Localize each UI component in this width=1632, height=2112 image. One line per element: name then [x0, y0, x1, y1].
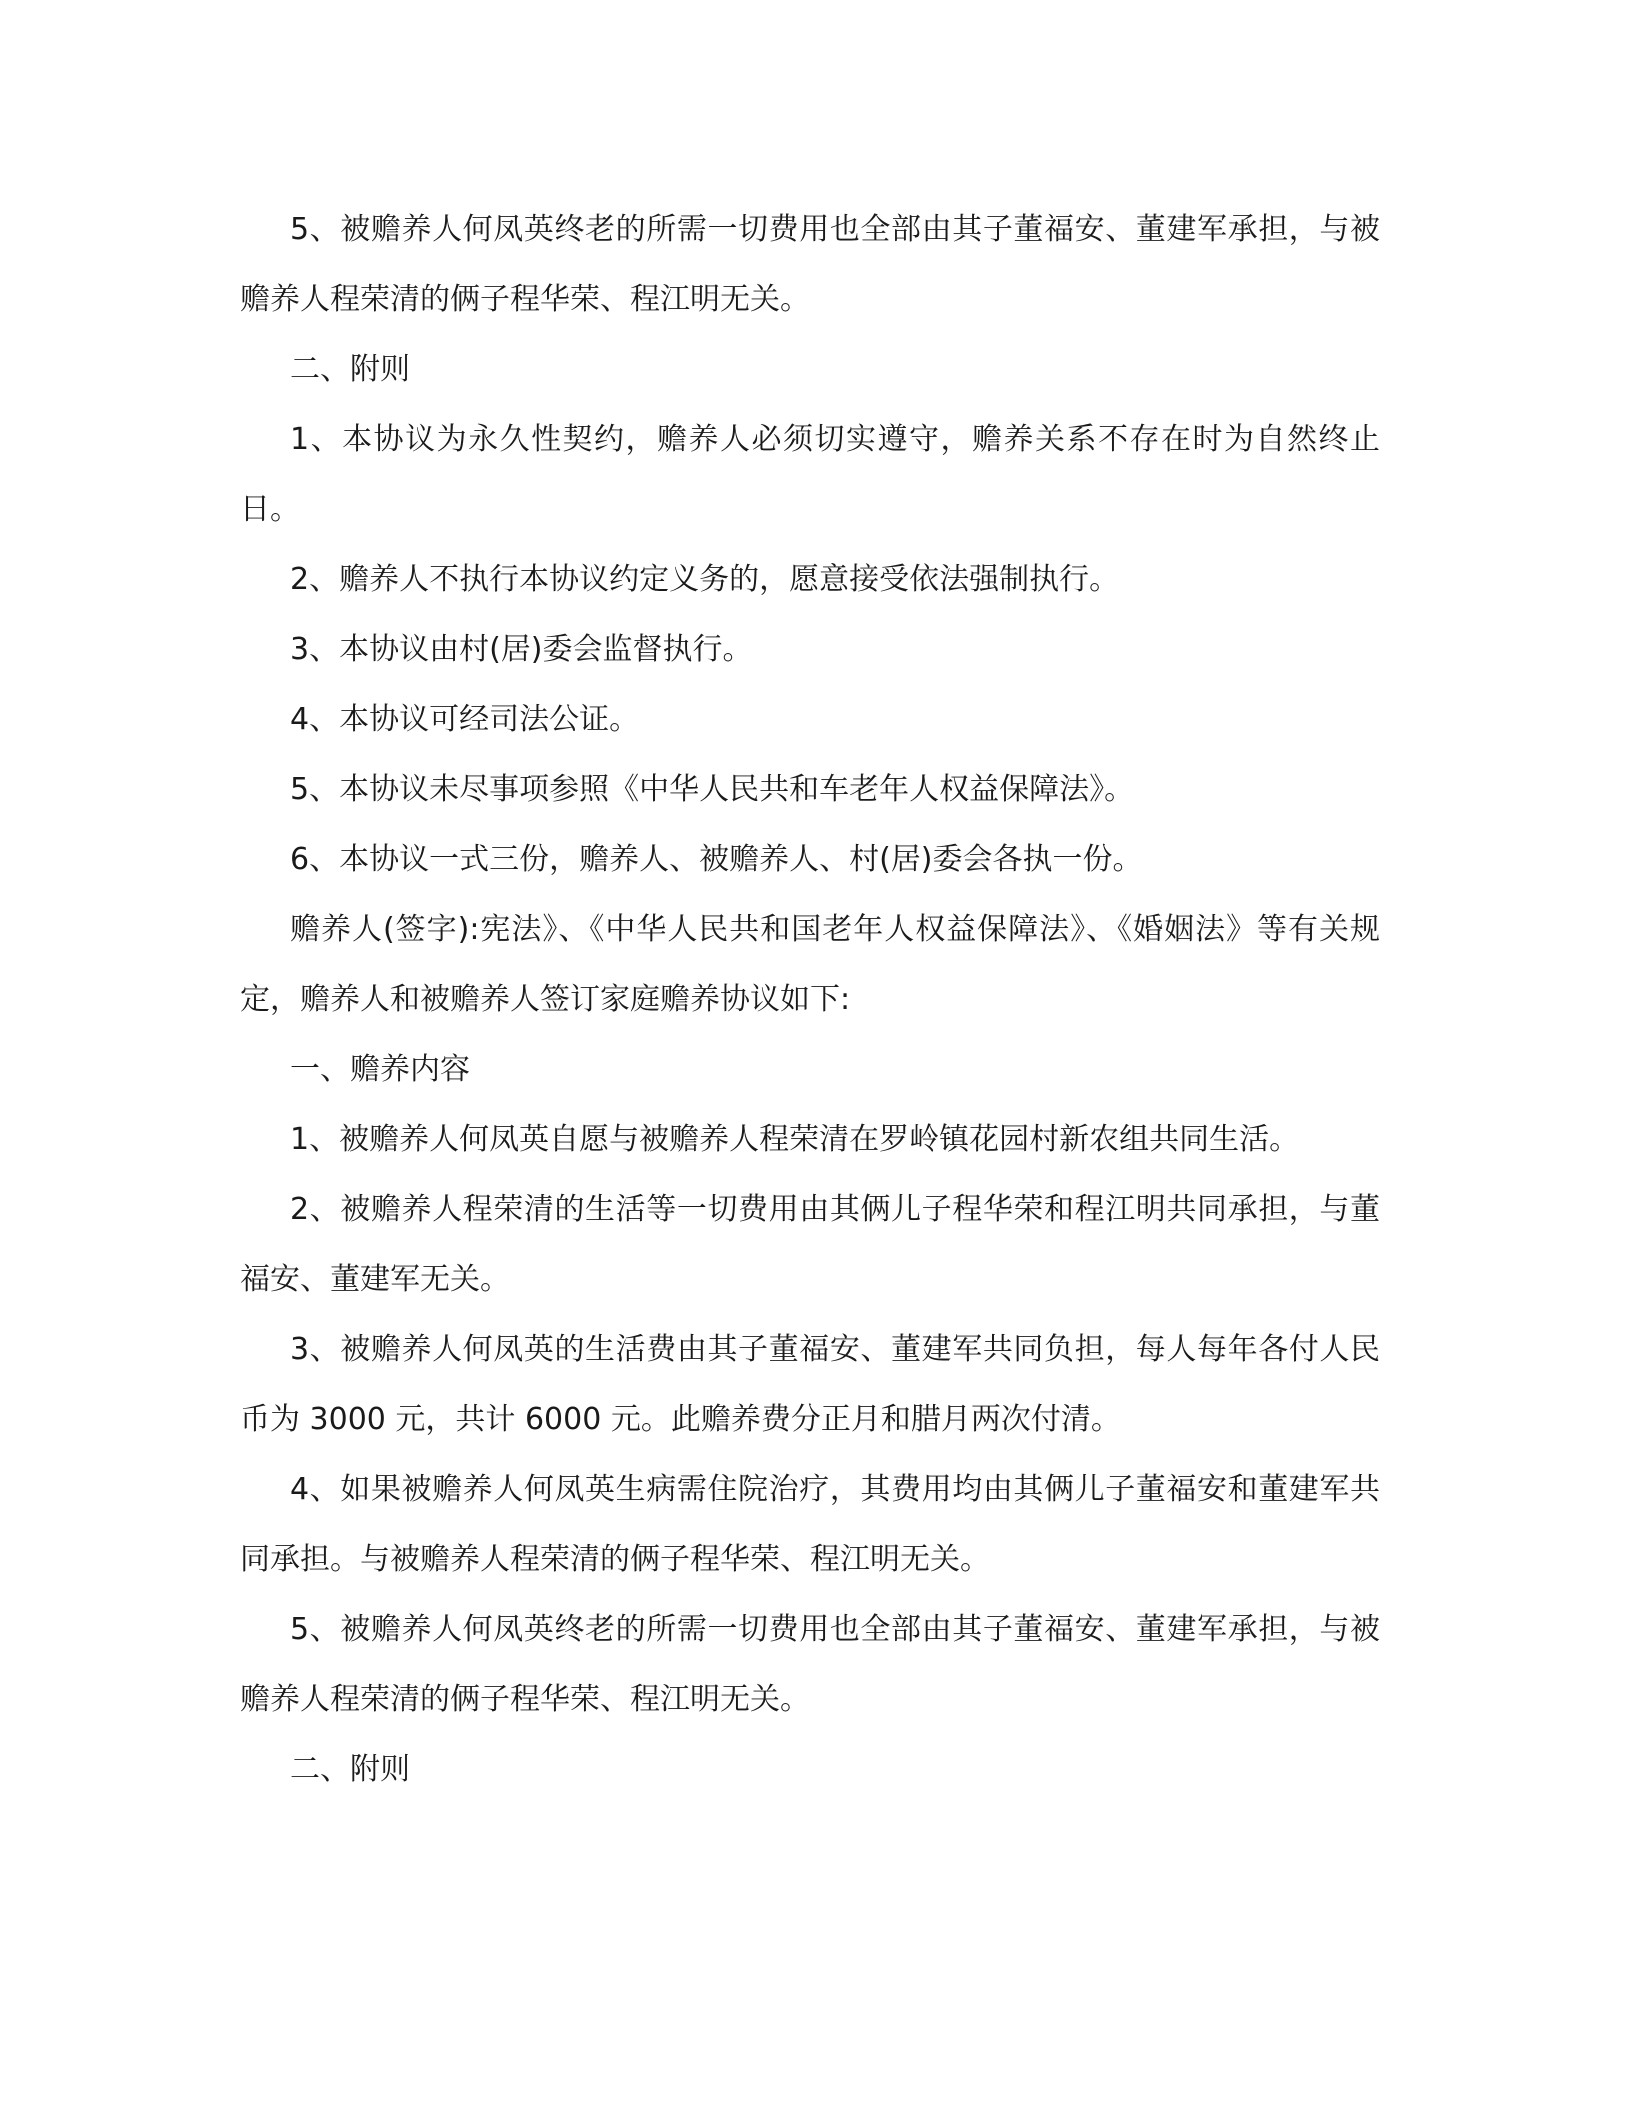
paragraph-supp-4: 4、本协议可经司法公证。	[290, 702, 640, 737]
paragraph-signature-preamble: 赡养人(签字):宪法》、《中华人民共和国老年人权益保障法》、《婚姻法》等有关规定，赡养人和被赡养人签订家庭赡养协议如下:	[240, 912, 1380, 1017]
paragraph-clause-4: 4、如果被赡养人何凤英生病需住院治疗，其费用均由其俩儿子董福安和董建军共同承担。与被赡养人程荣清的俩子程华荣、程江明无关。	[240, 1472, 1380, 1577]
paragraph-clause-2: 2、被赡养人程荣清的生活等一切费用由其俩儿子程华荣和程江明共同承担，与董福安、董建军无关。	[240, 1192, 1380, 1297]
paragraph-supp-2: 2、赡养人不执行本协议约定义务的，愿意接受依法强制执行。	[290, 562, 1120, 597]
section-heading-supplementary: 二、附则	[290, 352, 410, 387]
paragraph-supp-5: 5、本协议未尽事项参照《中华人民共和车老年人权益保障法》。	[290, 772, 1135, 807]
paragraph-clause-1: 1、被赡养人何凤英自愿与被赡养人程荣清在罗岭镇花园村新农组共同生活。	[290, 1122, 1300, 1157]
paragraph-clause-5-funeral-costs: 5、被赡养人何凤英终老的所需一切费用也全部由其子董福安、董建军承担，与被赡养人程荣清的俩子程华荣、程江明无关。	[240, 212, 1380, 317]
paragraph-supp-1: 1、本协议为永久性契约，赡养人必须切实遵守，赡养关系不存在时为自然终止日。	[240, 422, 1380, 527]
paragraph-supp-3: 3、本协议由村(居)委会监督执行。	[290, 632, 753, 667]
paragraph-supp-6: 6、本协议一式三份，赡养人、被赡养人、村(居)委会各执一份。	[290, 842, 1143, 877]
paragraph-clause-5: 5、被赡养人何凤英终老的所需一切费用也全部由其子董福安、董建军承担，与被赡养人程荣清的俩子程华荣、程江明无关。	[240, 1612, 1380, 1717]
section-heading-supplementary-2: 二、附则	[290, 1752, 410, 1787]
section-heading-support-content: 一、赡养内容	[290, 1052, 470, 1087]
document-body	[240, 195, 1380, 1805]
paragraph-clause-3: 3、被赡养人何凤英的生活费由其子董福安、董建军共同负担，每人每年各付人民币为 3000 元，共计 6000 元。此赡养费分正月和腊月两次付清。	[240, 1332, 1380, 1437]
